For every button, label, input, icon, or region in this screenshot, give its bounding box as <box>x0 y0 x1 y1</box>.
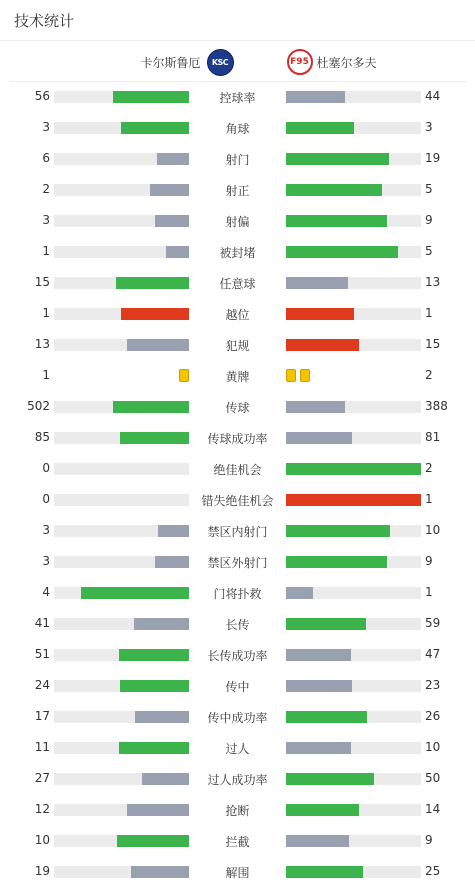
away-stat-bar-fill <box>286 215 387 227</box>
stat-label: 任意球 <box>219 277 256 291</box>
away-stat-bar-fill <box>286 91 345 103</box>
stat-row <box>0 360 475 391</box>
away-team-logo <box>287 49 313 75</box>
home-stat-bar-fill <box>150 184 189 196</box>
stat-label: 抢断 <box>225 804 250 818</box>
away-stat-bar-fill <box>286 680 352 692</box>
home-stat-bar <box>54 835 189 847</box>
home-stat-bar <box>54 711 189 723</box>
away-stat-bar <box>286 153 421 165</box>
home-stat-value: 10 <box>34 833 50 847</box>
away-stat-bar <box>286 215 421 227</box>
away-stat-bar <box>286 773 421 785</box>
home-team-logo-text: KSC <box>211 58 229 67</box>
stat-label: 射正 <box>225 184 250 198</box>
stat-label: 被封堵 <box>219 246 256 260</box>
stat-label: 拦截 <box>225 835 250 849</box>
away-stat-bar-fill <box>286 587 313 599</box>
home-stat-bar <box>54 649 189 661</box>
away-stat-value: 1 <box>425 492 433 506</box>
away-stat-value: 81 <box>425 430 441 444</box>
home-stat-value: 27 <box>34 771 50 785</box>
away-stat-bar-fill <box>286 339 359 351</box>
home-stat-bar <box>54 215 189 227</box>
away-stat-value: 19 <box>425 151 441 165</box>
home-stat-value: 502 <box>27 399 50 413</box>
home-stat-bar <box>54 432 189 444</box>
away-stat-bar <box>286 122 421 134</box>
home-stat-bar <box>54 91 189 103</box>
home-stat-bar <box>54 866 189 878</box>
stat-label: 绝佳机会 <box>213 463 262 477</box>
home-stat-bar-fill <box>131 866 189 878</box>
home-stat-bar <box>54 246 189 258</box>
away-stat-value: 9 <box>425 213 433 227</box>
away-stat-bar <box>286 432 421 444</box>
home-stat-bar-fill <box>155 556 189 568</box>
stat-row <box>0 794 475 825</box>
stat-row <box>0 391 475 422</box>
away-stat-value: 26 <box>425 709 441 723</box>
stat-row <box>0 732 475 763</box>
stat-row <box>0 112 475 143</box>
stat-label: 越位 <box>225 308 250 322</box>
home-stat-value: 85 <box>34 430 50 444</box>
home-stat-bar <box>54 773 189 785</box>
home-stat-bar-fill <box>120 680 189 692</box>
home-stat-bar <box>54 742 189 754</box>
stat-label: 传中 <box>225 680 250 694</box>
home-stat-value: 3 <box>42 523 50 537</box>
home-stat-value: 1 <box>42 244 50 258</box>
stat-label: 犯规 <box>225 339 250 353</box>
away-stat-value: 5 <box>425 244 433 258</box>
away-stat-value: 2 <box>425 461 433 475</box>
stat-row <box>0 670 475 701</box>
away-stat-bar-fill <box>286 773 374 785</box>
away-stat-bar <box>286 680 421 692</box>
away-stat-value: 10 <box>425 523 441 537</box>
home-stat-value: 12 <box>34 802 50 816</box>
home-stat-value: 1 <box>42 368 50 382</box>
away-stat-value: 10 <box>425 740 441 754</box>
home-stat-value: 15 <box>34 275 50 289</box>
home-stat-bar-fill <box>127 804 189 816</box>
home-stat-bar-fill <box>119 742 189 754</box>
stat-label: 传球成功率 <box>207 432 268 446</box>
stat-row <box>0 236 475 267</box>
home-stat-bar <box>54 463 189 475</box>
stat-label: 错失绝佳机会 <box>201 494 274 508</box>
away-stat-bar <box>286 525 421 537</box>
stat-row <box>0 329 475 360</box>
home-stat-value: 3 <box>42 554 50 568</box>
home-stat-bar-fill <box>120 432 189 444</box>
home-stat-bar-fill <box>81 587 189 599</box>
home-stat-value: 17 <box>34 709 50 723</box>
away-stat-value: 2 <box>425 368 433 382</box>
away-yellow-cards <box>286 369 310 382</box>
stat-label: 射门 <box>225 153 250 167</box>
home-stat-value: 24 <box>34 678 50 692</box>
stat-label: 解围 <box>225 866 250 880</box>
stat-label: 角球 <box>225 122 250 136</box>
home-stat-bar <box>54 277 189 289</box>
away-stat-bar-fill <box>286 804 359 816</box>
away-stat-bar <box>286 339 421 351</box>
stat-row <box>0 701 475 732</box>
stat-label: 黄牌 <box>225 370 250 384</box>
home-stat-bar <box>54 401 189 413</box>
home-stat-value: 11 <box>34 740 50 754</box>
away-stat-bar-fill <box>286 153 389 165</box>
away-team[interactable] <box>287 49 377 75</box>
yellow-card-icon <box>286 369 296 382</box>
home-stat-bar-fill <box>166 246 189 258</box>
away-stat-bar-fill <box>286 277 348 289</box>
stat-label: 传中成功率 <box>207 711 268 725</box>
away-stat-bar-fill <box>286 184 382 196</box>
home-stat-bar-fill <box>117 835 189 847</box>
home-stat-bar <box>54 618 189 630</box>
home-stat-bar-fill <box>121 122 189 134</box>
away-stat-bar-fill <box>286 122 354 134</box>
stat-row <box>0 143 475 174</box>
away-stat-bar-fill <box>286 401 345 413</box>
away-stat-bar-fill <box>286 432 352 444</box>
stat-row <box>0 81 475 112</box>
away-stat-bar-fill <box>286 463 421 475</box>
away-stat-bar <box>286 649 421 661</box>
home-stat-value: 56 <box>34 89 50 103</box>
away-stat-value: 47 <box>425 647 441 661</box>
stat-label: 禁区外射门 <box>207 556 268 570</box>
away-stat-value: 23 <box>425 678 441 692</box>
home-stat-bar-fill <box>119 649 189 661</box>
away-stat-value: 13 <box>425 275 441 289</box>
away-stat-bar-fill <box>286 556 387 568</box>
home-team-name: 卡尔斯鲁厄 <box>140 56 201 70</box>
away-stat-bar-fill <box>286 246 398 258</box>
away-stat-bar-fill <box>286 618 366 630</box>
away-stat-value: 388 <box>425 399 448 413</box>
stat-label: 禁区内射门 <box>207 525 268 539</box>
home-stat-bar <box>54 587 189 599</box>
away-stat-bar <box>286 277 421 289</box>
home-stat-value: 41 <box>34 616 50 630</box>
stat-row <box>0 825 475 856</box>
home-stat-bar-fill <box>135 711 189 723</box>
page-header <box>0 0 475 41</box>
home-stat-value: 19 <box>34 864 50 878</box>
home-stat-bar-fill <box>121 308 189 320</box>
home-stat-bar-fill <box>113 401 189 413</box>
away-stat-bar <box>286 711 421 723</box>
away-team-logo-text: F95 <box>290 57 309 67</box>
home-stat-value: 2 <box>42 182 50 196</box>
stat-row <box>0 763 475 794</box>
home-stat-bar-fill <box>142 773 189 785</box>
away-stat-bar-fill <box>286 494 421 506</box>
away-stat-bar-fill <box>286 711 367 723</box>
yellow-card-icon <box>300 369 310 382</box>
stat-row <box>0 174 475 205</box>
home-stat-bar <box>54 804 189 816</box>
stat-label: 过人 <box>225 742 250 756</box>
away-stat-value: 25 <box>425 864 441 878</box>
home-stat-value: 13 <box>34 337 50 351</box>
stat-row <box>0 577 475 608</box>
away-stat-bar <box>286 556 421 568</box>
stats-list <box>0 81 475 887</box>
away-stat-bar <box>286 246 421 258</box>
away-stat-value: 3 <box>425 120 433 134</box>
home-stat-bar-fill <box>127 339 189 351</box>
away-stat-bar <box>286 866 421 878</box>
home-stat-value: 51 <box>34 647 50 661</box>
away-stat-bar <box>286 494 421 506</box>
away-stat-bar-fill <box>286 308 354 320</box>
page-title: 技术统计 <box>14 12 75 30</box>
home-stat-bar <box>54 680 189 692</box>
teams-header <box>9 41 466 82</box>
home-stat-bar <box>54 153 189 165</box>
away-stat-value: 15 <box>425 337 441 351</box>
stat-row <box>0 856 475 887</box>
home-stat-value: 0 <box>42 492 50 506</box>
home-team[interactable] <box>140 49 233 76</box>
home-stat-bar-fill <box>155 215 189 227</box>
home-stat-value: 4 <box>42 585 50 599</box>
away-team-name: 杜塞尔多夫 <box>316 55 377 70</box>
away-stat-value: 9 <box>425 833 433 847</box>
home-yellow-cards <box>179 369 189 382</box>
home-stat-bar <box>54 308 189 320</box>
away-stat-value: 9 <box>425 554 433 568</box>
home-stat-bar <box>54 556 189 568</box>
away-stat-bar <box>286 804 421 816</box>
away-stat-value: 1 <box>425 585 433 599</box>
away-stat-bar <box>286 835 421 847</box>
stat-row <box>0 515 475 546</box>
home-stat-bar-fill <box>113 91 189 103</box>
home-stat-bar-fill <box>158 525 189 537</box>
stat-row <box>0 639 475 670</box>
stat-row <box>0 422 475 453</box>
home-stat-bar <box>54 339 189 351</box>
home-stat-value: 1 <box>42 306 50 320</box>
home-stat-bar-fill <box>116 277 189 289</box>
stat-row <box>0 546 475 577</box>
stat-label: 长传 <box>225 618 250 632</box>
stat-row <box>0 267 475 298</box>
stat-row <box>0 205 475 236</box>
away-stat-bar-fill <box>286 649 351 661</box>
away-stat-bar-fill <box>286 835 349 847</box>
away-stat-value: 1 <box>425 306 433 320</box>
home-stat-bar <box>54 184 189 196</box>
home-team-logo <box>207 49 234 76</box>
away-stat-bar <box>286 463 421 475</box>
away-stat-bar <box>286 742 421 754</box>
stat-label: 长传成功率 <box>207 649 268 663</box>
away-stat-bar <box>286 618 421 630</box>
stat-label: 门将扑救 <box>213 587 262 601</box>
away-stat-value: 59 <box>425 616 441 630</box>
away-stat-value: 44 <box>425 89 441 103</box>
home-stat-value: 3 <box>42 120 50 134</box>
home-stat-bar <box>54 122 189 134</box>
home-stat-bar-fill <box>157 153 189 165</box>
away-stat-value: 5 <box>425 182 433 196</box>
away-stat-bar <box>286 308 421 320</box>
away-stat-bar <box>286 401 421 413</box>
away-stat-bar-fill <box>286 742 351 754</box>
home-stat-value: 6 <box>42 151 50 165</box>
away-stat-bar-fill <box>286 525 390 537</box>
away-stat-bar <box>286 587 421 599</box>
stat-row <box>0 608 475 639</box>
stat-label: 传球 <box>225 401 250 415</box>
stat-row <box>0 298 475 329</box>
away-stat-bar <box>286 184 421 196</box>
away-stat-value: 50 <box>425 771 441 785</box>
stat-label: 控球率 <box>219 91 256 105</box>
away-stat-bar <box>286 91 421 103</box>
yellow-card-icon <box>179 369 189 382</box>
home-stat-bar-fill <box>134 618 189 630</box>
home-stat-value: 3 <box>42 213 50 227</box>
home-stat-bar <box>54 525 189 537</box>
stat-label: 射偏 <box>225 215 250 229</box>
away-stat-value: 14 <box>425 802 441 816</box>
stat-row <box>0 453 475 484</box>
home-stat-bar <box>54 494 189 506</box>
stat-row <box>0 484 475 515</box>
away-stat-bar-fill <box>286 866 363 878</box>
home-stat-value: 0 <box>42 461 50 475</box>
stat-label: 过人成功率 <box>207 773 268 787</box>
